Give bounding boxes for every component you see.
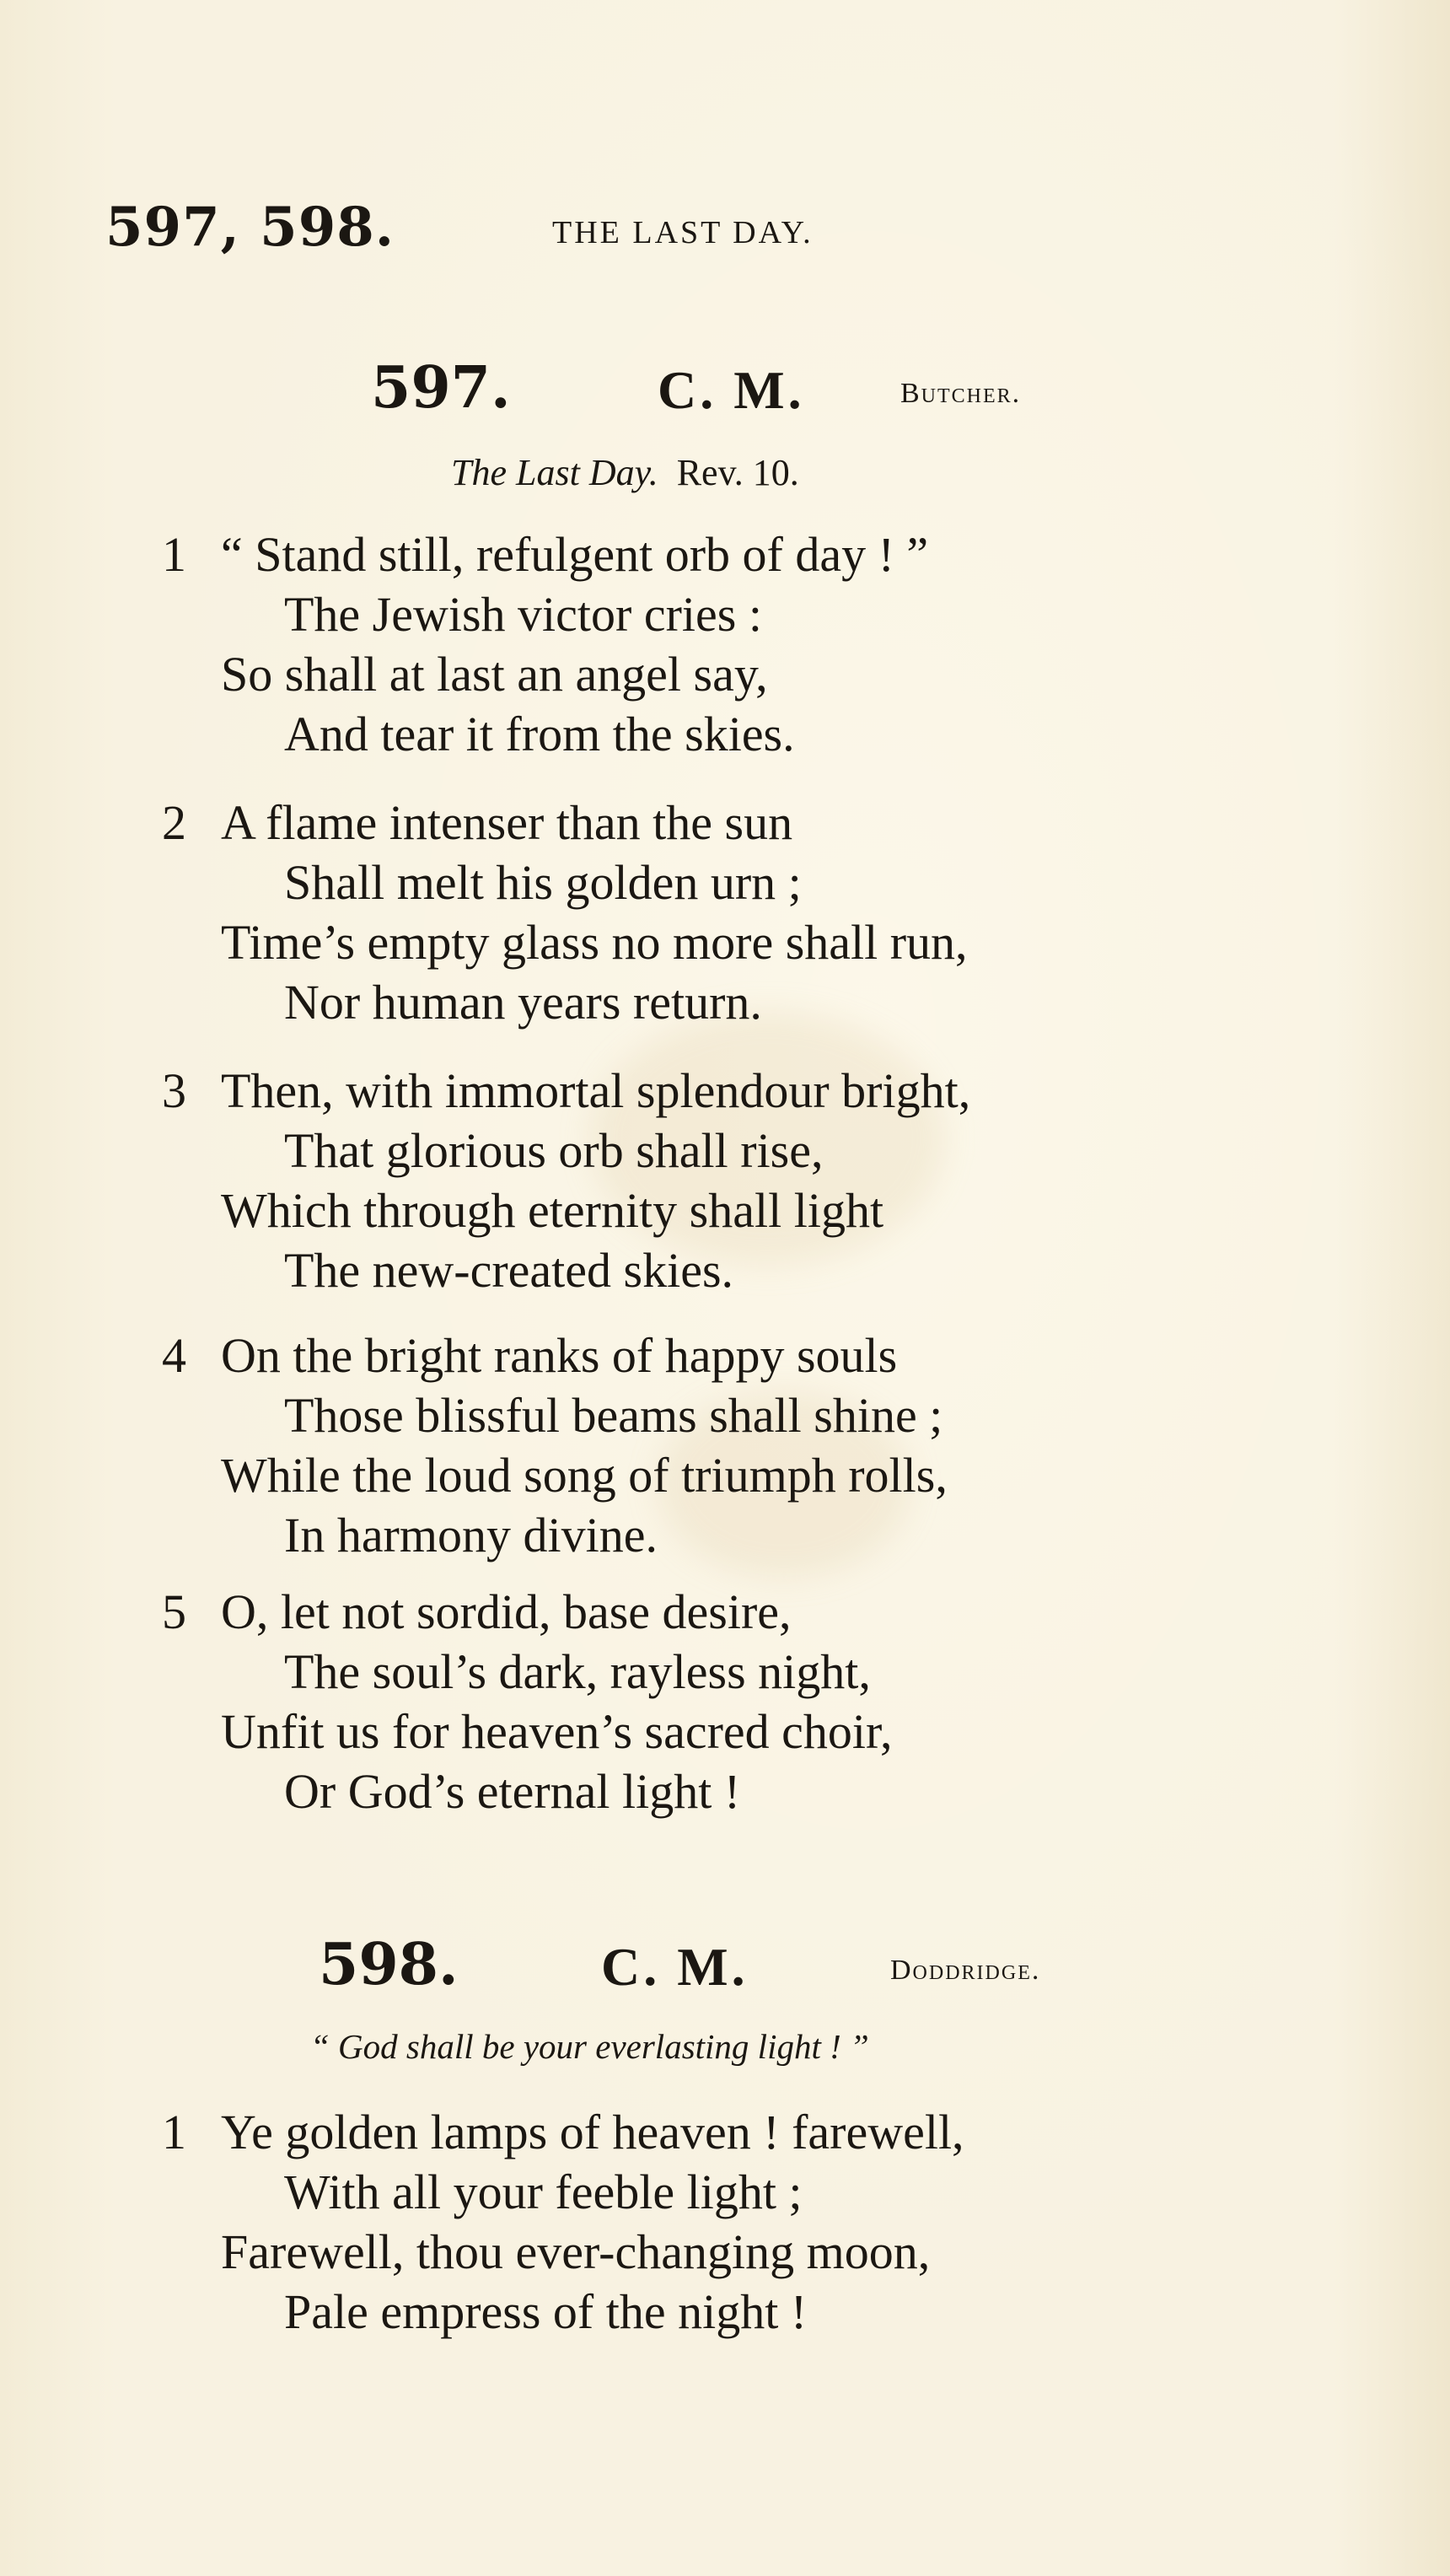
verse-line: Then, with immortal splendour bright, [221, 1063, 971, 1118]
verse-line: On the bright ranks of happy souls [221, 1328, 898, 1383]
hymn-number: 597. [371, 354, 511, 422]
verse-line: Pale empress of the night ! [284, 2284, 808, 2339]
verse-line: With all your feeble light ; [284, 2165, 803, 2219]
verse-line: The soul’s dark, rayless night, [284, 1644, 871, 1699]
stanza-4 [221, 1326, 1317, 1565]
verse-line: And tear it from the skies. [284, 707, 795, 761]
hymn-598-subtitle [310, 2026, 869, 2067]
verse-line: “ Stand still, refulgent orb of day ! ” [221, 527, 929, 582]
verse-line: Farewell, thou ever-changing moon, [221, 2224, 931, 2279]
verse-line: Or God’s eternal light ! [284, 1764, 741, 1819]
hymn-597-subtitle [451, 451, 799, 494]
hymn-meter: C. M. [658, 360, 805, 420]
stanza-number: 4 [162, 1328, 186, 1383]
hymn-subtitle-reference: Rev. 10. [676, 452, 799, 493]
stanza-3 [221, 1061, 1317, 1300]
verse-line: Those blissful beams shall shine ; [284, 1388, 943, 1443]
stanza-number: 3 [162, 1063, 186, 1118]
verse-line: Ye golden lamps of heaven ! farewell, [221, 2105, 964, 2159]
hymn-subtitle-title: The Last Day. [451, 452, 658, 493]
stanza-number: 2 [162, 795, 186, 850]
verse-line: That glorious orb shall rise, [284, 1123, 824, 1178]
stanza-number: 1 [162, 2105, 186, 2159]
hymn-598-header [319, 1931, 1162, 2007]
hymn-subtitle-title: “ God shall be your everlasting light ! ” [310, 2027, 869, 2066]
running-head-title: THE LAST DAY. [552, 215, 814, 250]
hymn-number: 598. [319, 1931, 459, 1998]
verse-line: A flame intenser than the sun [221, 795, 793, 850]
hymn-597-header [371, 354, 1130, 430]
verse-line: While the loud song of triumph rolls, [221, 1448, 948, 1503]
verse-line: Nor human years return. [284, 975, 762, 1030]
verse-line: The new-created skies. [284, 1243, 734, 1298]
running-head-numbers: 597, 598. [105, 196, 395, 259]
stanza-5 [221, 1582, 1317, 1821]
stanza-number: 5 [162, 1584, 186, 1639]
stanza-number: 1 [162, 527, 186, 582]
stanza-1 [221, 524, 1317, 764]
verse-line: Time’s empty glass no more shall run, [221, 915, 968, 970]
verse-line: The Jewish victor cries : [284, 587, 762, 642]
hymn-tune: Doddridge. [890, 1955, 1041, 1986]
verse-line: So shall at last an angel say, [221, 647, 768, 702]
stanza-1 [221, 2102, 1317, 2342]
verse-line: Shall melt his golden urn ; [284, 855, 802, 910]
hymn-tune: Butcher. [900, 378, 1022, 409]
running-head [105, 196, 1033, 263]
verse-line: Which through eternity shall light [221, 1183, 884, 1238]
verse-line: Unfit us for heaven’s sacred choir, [221, 1704, 893, 1759]
stanza-2 [221, 793, 1317, 1032]
verse-line: In harmony divine. [284, 1508, 658, 1562]
hymn-meter: C. M. [601, 1937, 749, 1997]
verse-line: O, let not sordid, base desire, [221, 1584, 792, 1639]
